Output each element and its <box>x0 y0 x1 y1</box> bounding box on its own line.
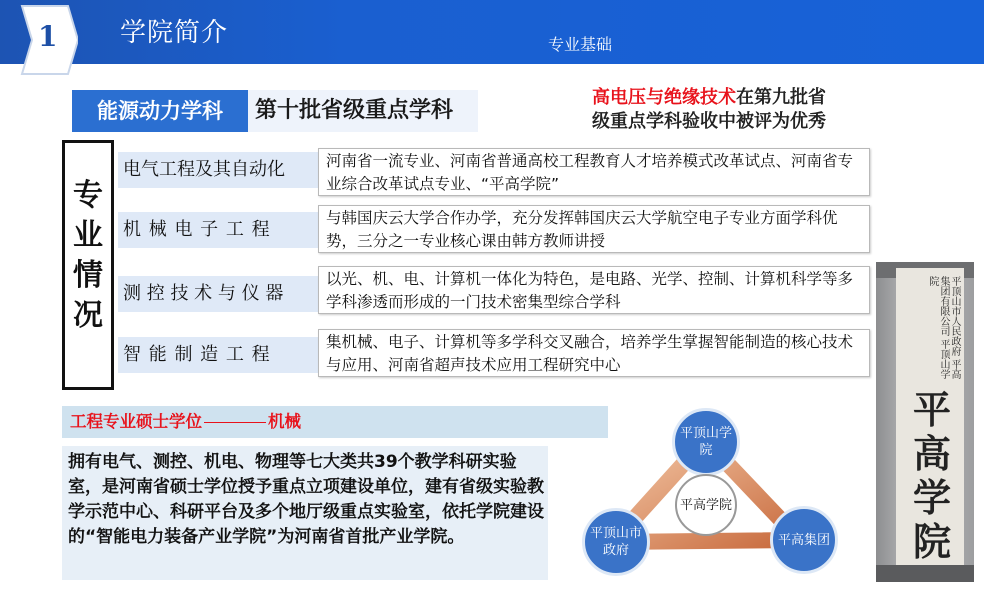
dash-line <box>204 422 266 423</box>
major-name: 机 械 电 子 工 程 <box>118 212 318 248</box>
plaque-small-text: 平顶山市人民政府 平高集团有限公司 平顶山学院 <box>927 276 960 380</box>
section-number: 1 <box>38 20 58 53</box>
major-description: 以光、机、电、计算机一体化为特色，是电路、光学、控制、计算机科学等多学科渗透而形成的一门技术密集型综合学科 <box>318 266 870 314</box>
major-description: 河南省一流专业、河南省普通高校工程教育人才培养模式改革试点、河南省专业综合改革试点专业、“平高学院” <box>318 148 870 196</box>
node-pinggao-college: 平高学院 <box>675 474 737 536</box>
master-degree-field: 机械 <box>268 412 301 431</box>
page-title: 学院简介 <box>120 18 229 48</box>
photo-bottom-edge <box>876 565 974 582</box>
node-city-government: 平顶山市政府 <box>582 508 650 576</box>
major-description: 集机械、电子、计算机等多学科交叉融合，培养学生掌握智能制造的核心技术与应用、河南省超声技术应用工程研究中心 <box>318 329 870 377</box>
majors-heading-char: 情 <box>73 258 103 293</box>
node-pingdingshan-university: 平顶山学院 <box>672 408 740 476</box>
discipline-tag: 能源动力学科 <box>72 90 248 132</box>
award-rest-line1: 在第九批省 <box>736 87 826 108</box>
majors-heading-char: 业 <box>73 218 103 253</box>
node-pinggao-group: 平高集团 <box>770 506 838 574</box>
major-name: 电气工程及其自动化 <box>118 152 318 188</box>
page-subtitle: 专业基础 <box>548 35 613 54</box>
plaque-big-text: 平高学院 <box>912 387 951 564</box>
major-name: 智 能 制 造 工 程 <box>118 337 318 373</box>
award-highlight: 高电压与绝缘技术 <box>592 87 736 108</box>
award-note <box>592 86 882 134</box>
majors-heading-char: 专 <box>73 178 103 213</box>
discipline-text: 第十批省级重点学科 <box>255 98 454 123</box>
majors-heading <box>62 176 114 336</box>
award-line2: 级重点学科验收中被评为优秀 <box>592 111 826 132</box>
major-name: 测 控 技 术 与 仪 器 <box>118 276 318 312</box>
master-degree-label: 工程专业硕士学位 <box>70 412 202 431</box>
master-degree-title <box>70 406 301 438</box>
labs-description: 拥有电气、测控、机电、物理等七大类共39个教学科研实验室，是河南省硕士学位授予重点立项建设单位，建有省级实验教学示范中心、科研平台及多个地厅级重点实验室，依托学院建设的“智能电力装备产业学院”为河南省首批产业学院。 <box>68 452 544 547</box>
major-description: 与韩国庆云大学合作办学，充分发挥韩国庆云大学航空电子专业方面学科优势，三分之一专业核心课由韩方教师讲授 <box>318 205 870 253</box>
majors-heading-char: 况 <box>73 298 103 333</box>
